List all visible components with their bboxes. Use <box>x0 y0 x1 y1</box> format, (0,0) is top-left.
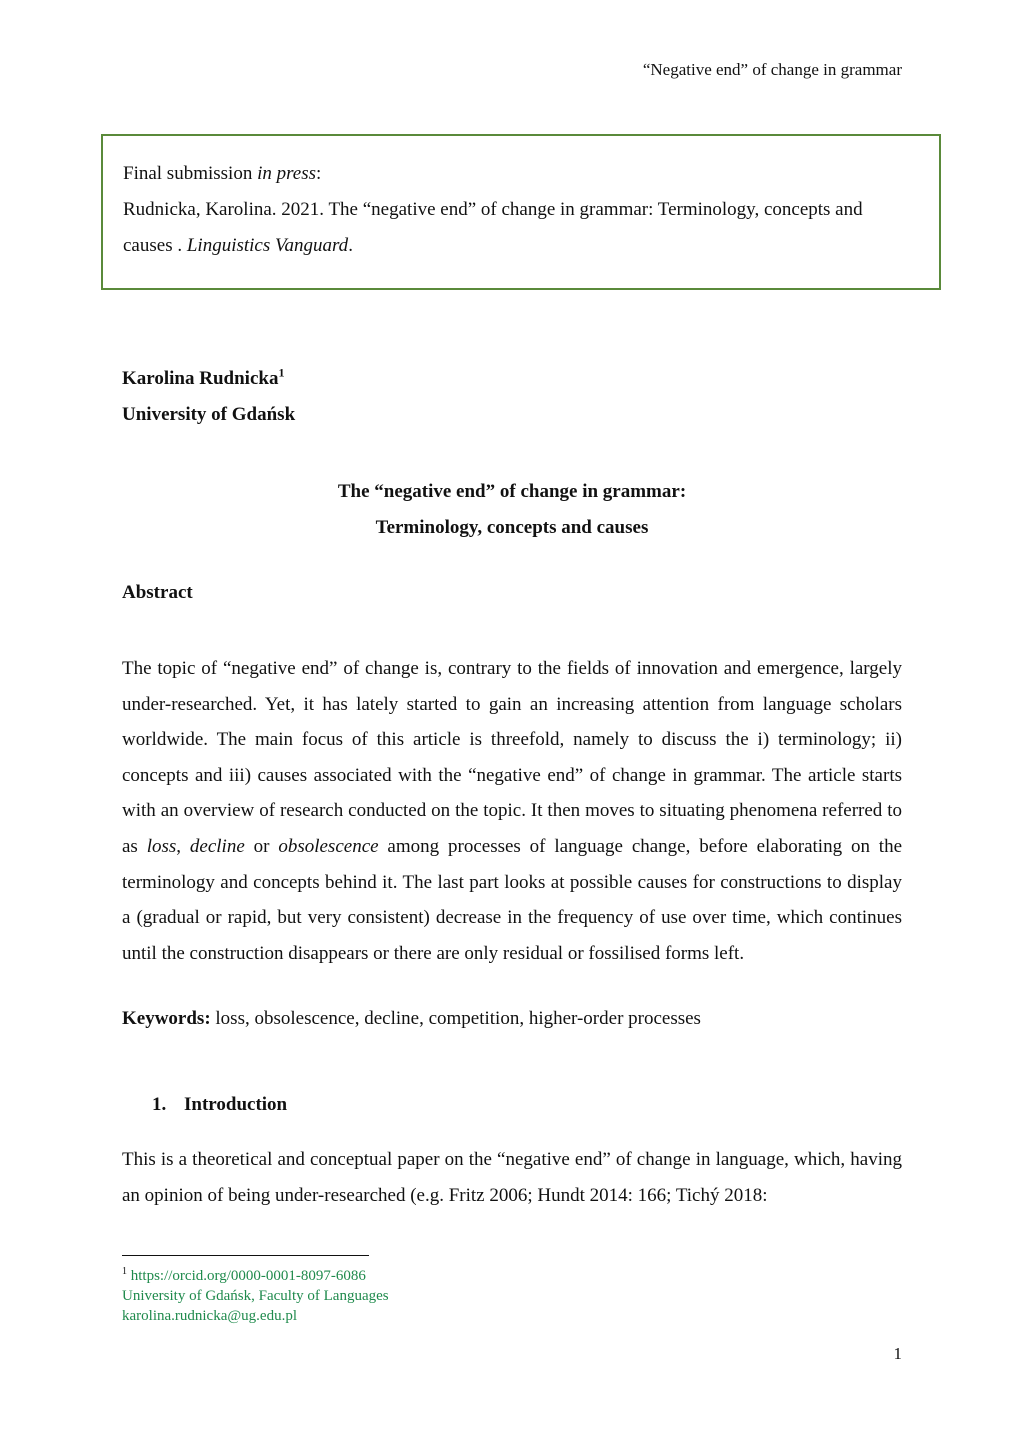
footnote-affiliation: University of Gdańsk, Faculty of Languages <box>122 1288 389 1304</box>
orcid-link[interactable]: https://orcid.org/0000-0001-8097-6086 <box>127 1268 366 1284</box>
submission-citation: Rudnicka, Karolina. 2021. The “negative end” of change in grammar: Terminology, concepts and causes . Linguistics Vanguard. <box>123 199 863 256</box>
footnote: $^1$ https://orcid.org/0000-0001-8097-6086 University of Gdańsk, Faculty of Languages karolina.rudnicka@ug.edu.pl <box>122 1266 389 1324</box>
section-heading-introduction: 1. Introduction <box>152 1094 288 1115</box>
paper-title: The “negative end” of change in grammar: Terminology, concepts and causes <box>337 481 687 538</box>
running-header: “Negative end” of change in grammar <box>642 60 902 79</box>
introduction-text: This is a theoretical and conceptual paper on the “negative end” of change in language, which, having an opinion of being under-researched (e.g. Fritz 2006; Hundt 2014: 166; Tichý 2018: <box>122 1149 902 1206</box>
submission-label: Final submission in press: <box>123 163 322 184</box>
author-affiliation: University of Gdańsk <box>122 404 296 425</box>
page-number: 1 <box>893 1344 902 1363</box>
keywords: Keywords: loss, obsolescence, decline, competition, higher-order processes <box>122 1008 701 1029</box>
footnote-ref[interactable]: 1 <box>278 365 285 380</box>
email-link[interactable]: karolina.rudnicka@ug.edu.pl <box>122 1308 298 1324</box>
abstract-heading: Abstract <box>122 582 193 603</box>
submission-text <box>123 156 913 264</box>
journal-name: Linguistics Vanguard <box>186 235 349 256</box>
footnote-divider <box>122 1255 369 1256</box>
submission-box <box>101 134 941 290</box>
author-name: Karolina Rudnicka$^1$ <box>122 365 285 389</box>
abstract-body: The topic of “negative end” of change is, contrary to the fields of innovation and emergence, largely under-researched. Yet, it has lately started to gain an increasing attention from language scholars worldwide. The main focus of this article is threefold, namely to discuss the i) terminology; ii) concepts and iii) causes associated with the “negative end” of change in grammar. The article starts with an overview of research conducted on the topic. It then moves to situating phenomena referred to as loss, decline or obsolescence among processes of language change, before elaborating on the terminology and concepts behind it. The last part looks at possible causes for constructions to display a (gradual or rapid, but very consistent) decrease in the frequency of use over time, which continues until the construction disappears or there are only residual or fossilised forms left. <box>122 658 903 964</box>
